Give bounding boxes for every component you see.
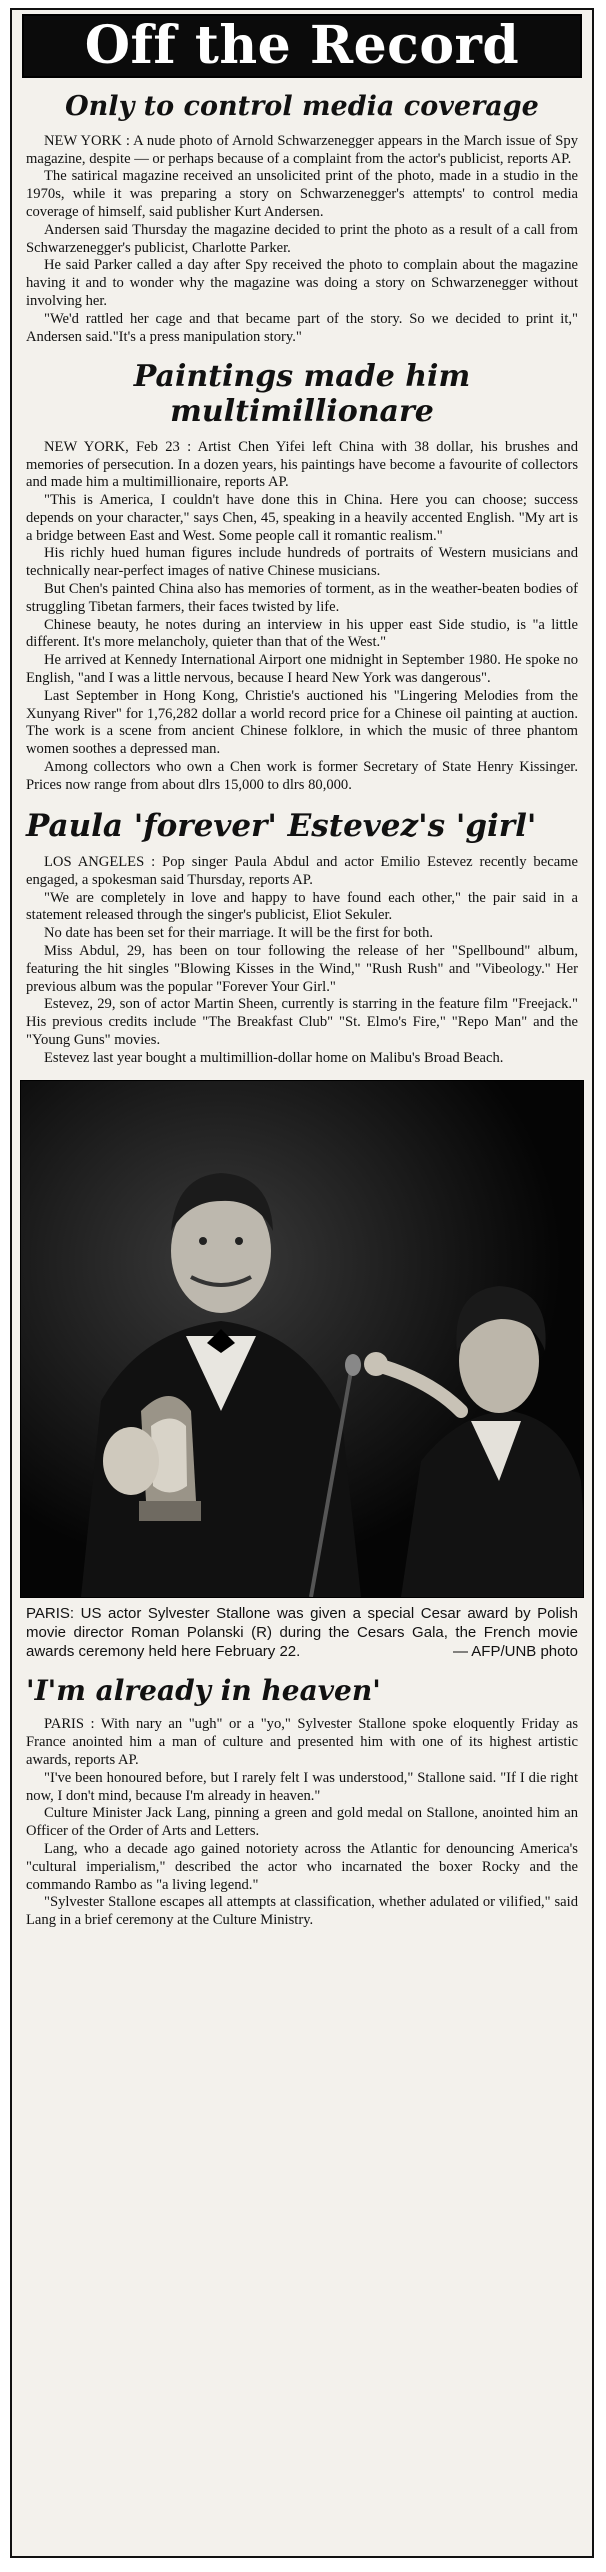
article-paragraph: Miss Abdul, 29, has been on tour following the release of her "Spellbound" album, featuring the hit singles "Blowing Kisses in the Wind," "Rush Rush" and "Vibeology." Her previous album was the popular "Forever Your Girl."	[26, 942, 578, 995]
article-headline: Paula 'forever' Estevez's 'girl'	[26, 807, 537, 844]
article-headline: Paintings made him multimillionare	[133, 359, 471, 429]
article-headline: 'I'm already in heaven'	[26, 1673, 381, 1707]
article-paragraph: PARIS : With nary an "ugh" or a "yo," Sylvester Stallone spoke eloquently Friday as France anointed him a man of culture and presented him with one of its highest artistic awards, reports AP.	[26, 1716, 578, 1769]
photo-illustration	[21, 1081, 584, 1597]
article-paragraph: NEW YORK : A nude photo of Arnold Schwarzenegger appears in the March issue of Spy magazine, despite — or perhaps because of a complaint from the actor's publicist, reports AP.	[26, 132, 578, 167]
masthead-title: Off the Record	[84, 15, 520, 76]
caption-text: PARIS: US actor Sylvester Stallone was given a special Cesar award by Polish movie director Roman Polanski (R) during the Cesars Gala, the French movie awards ceremony held here February 22.	[26, 1604, 578, 1660]
article-paragraph: Estevez, 29, son of actor Martin Sheen, currently is starring in the feature film "Freejack." His previous credits include "The Breakfast Club" "St. Elmo's Fire," "Repo Man" and the "Young Guns" movies.	[26, 996, 578, 1048]
article-paragraph: Estevez last year bought a multimillion-dollar home on Malibu's Broad Beach.	[44, 1049, 504, 1066]
article-paragraph: His richly hued human figures include hundreds of portraits of Western musicians and technically near-perfect images of native Chinese musicians.	[26, 545, 578, 580]
article-headline: Only to control media coverage	[65, 91, 539, 122]
article-paragraph: Last September in Hong Kong, Christie's auctioned his "Lingering Melodies from the Xunyang River" for 1,76,282 dollar a world record price for a Chinese oil painting at auction. The work is a scene from ancient Chinese folklore, in which the music of three phantom women soothes a depressed man.	[26, 687, 578, 758]
article-paragraph: But Chen's painted China also has memories of torment, as in the weather-beaten bodies of struggling Tibetan farmers, their faces twisted by life.	[26, 581, 578, 615]
masthead-banner	[22, 14, 582, 78]
article-paragraph: "Sylvester Stallone escapes all attempts at classification, whether adulated or vilified," said Lang in a brief ceremony at the Culture Ministry.	[26, 1894, 578, 1929]
article-paragraph: "This is America, I couldn't have done this in China. Here you can choose; success depends on your character," says Chen, 45, speaking in a heavily accented English. "My art is a bridge between East and West. Some people call it romantic realism."	[26, 492, 578, 544]
article-paragraph: "I've been honoured before, but I rarely felt I was understood," Stallone said. "If I die right now, I don't mind, because I'm already in heaven."	[26, 1769, 578, 1804]
article-paragraph: "We are completely in love and happy to have found each other," the pair said in a statement released through the singer's publicist, Eliot Sekuler.	[26, 889, 578, 924]
newspaper-column	[10, 8, 594, 2558]
article-paragraph: Culture Minister Jack Lang, pinning a green and gold medal on Stallone, anointed him an Officer of the Order of Arts and Letters.	[26, 1805, 578, 1840]
news-photo	[20, 1080, 584, 1598]
article-paragraph: Andersen said Thursday the magazine decided to print the photo as a result of a call from Schwarzenegger's publicist, Charlotte Parker.	[26, 221, 578, 256]
article-paragraph: Lang, who a decade ago gained notoriety across the Atlantic for denouncing America's "cultural imperialism," described the actor who incarnated the boxer Rocky and the commando Rambo as "a living legend."	[26, 1841, 578, 1893]
article-chen-yifei	[12, 360, 592, 794]
article-paragraph: The satirical magazine received an unsolicited print of the photo, made in a studio in the 1970s, while it was preparing a story on Schwarzenegger's attempts' to control media coverage of himself, said publisher Kurt Andersen.	[26, 168, 578, 220]
article-paragraph: No date has been set for their marriage. It will be the first for both.	[44, 925, 434, 942]
article-paragraph: NEW YORK, Feb 23 : Artist Chen Yifei left China with 38 dollar, his brushes and memories of persecution. In a dozen years, his paintings have become a favourite of collectors and made him a multimillionaire, reports AP.	[26, 438, 578, 491]
article-schwarzenegger	[12, 92, 592, 346]
article-paragraph: Chinese beauty, he notes during an interview in his upper east Side studio, is "a little different. It's more melancholy, quieter than that of the West."	[26, 616, 578, 651]
article-paula-abdul	[12, 809, 592, 1068]
article-paragraph: He arrived at Kennedy International Airport one midnight in September 1980. He spoke no English, "and I was a little nervous, because I heard New York was dangerous".	[26, 652, 578, 687]
article-paragraph: He said Parker called a day after Spy received the photo to complain about the magazine having it and to wonder why the magazine was doing a story on Schwarzenegger without involving her.	[26, 257, 578, 309]
photo-credit: — AFP/UNB photo	[452, 1642, 578, 1660]
article-paragraph: LOS ANGELES : Pop singer Paula Abdul and actor Emilio Estevez recently became engaged, a spokesman said Thursday, reports AP.	[26, 853, 578, 888]
article-stallone	[12, 1675, 592, 1930]
article-paragraph: "We'd rattled her cage and that became part of the story. So we decided to print it," Andersen said."It's a press manipulation story."	[26, 310, 578, 345]
article-paragraph: Among collectors who own a Chen work is former Secretary of State Henry Kissinger. Prices now range from about dlrs 15,000 to dlrs 80,000.	[26, 759, 578, 793]
photo-caption	[26, 1604, 578, 1661]
